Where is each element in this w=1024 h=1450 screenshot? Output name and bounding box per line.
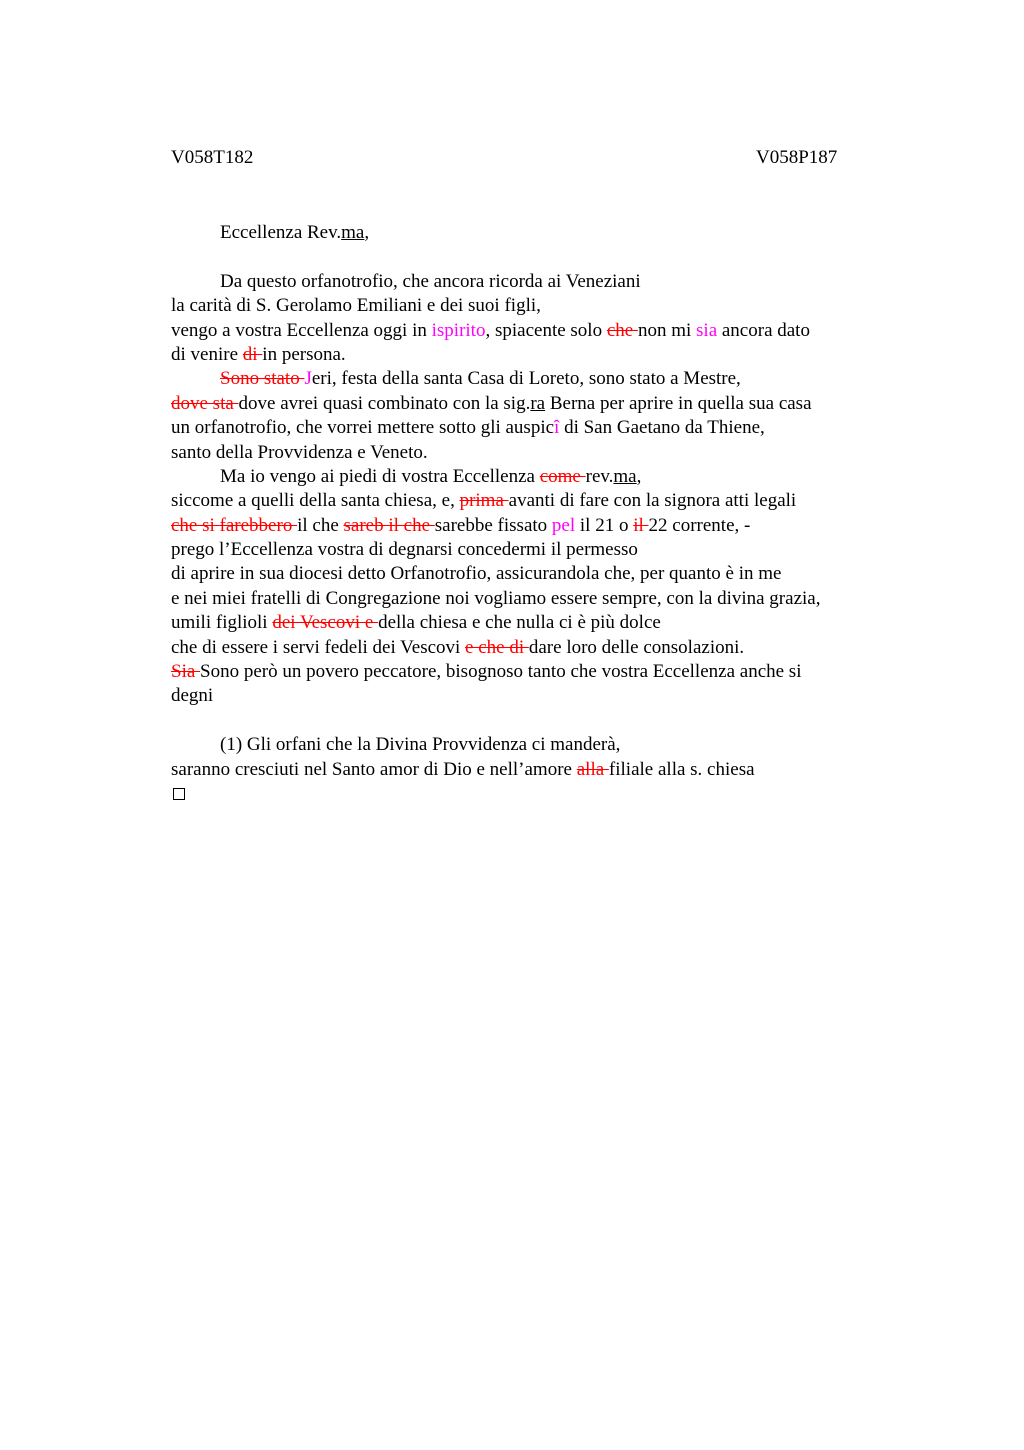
deletion: e che di [465,636,529,658]
text-line-3: vengo a vostra Eccellenza oggi in ispirito, spiacente solo che non mi sia ancora dato [171,319,810,341]
insertion: sia [696,319,718,341]
deletion: prima [459,490,509,512]
text-line-6: dove sta dove avrei quasi combinato con la sig.ra Berna per aprire in quella sua casa [171,392,812,414]
insertion: î [554,417,560,439]
text-line-2: la carità di S. Gerolamo Emiliani e dei suoi figli, [171,295,541,317]
deletion: come [539,465,586,487]
text-line-16: che di essere i servi fedeli dei Vescovi e che di dare loro delle consolazioni. [171,636,745,658]
text-line-8: santo della Provvidenza e Veneto. [171,441,428,463]
text-line-12: prego l’Eccellenza vostra di degnarsi concedermi il permesso [171,539,638,561]
empty-square-icon [173,788,185,800]
text-line-5: Sono stato Jeri, festa della santa Casa di Loreto, sono stato a Mestre, [220,368,741,390]
deletion: che [606,319,638,341]
deletion: di [242,343,263,365]
text-line-9: Ma io vengo ai piedi di vostra Eccellenza come rev.ma, [220,465,642,487]
footnote-line-2: saranno cresciuti nel Santo amor di Dio e nell’amore alla filiale alla s. chiesa [171,758,755,780]
text-line-11: che si farebbero il che sareb il che sarebbe fissato pel il 21 o il 22 corrente, - [171,514,751,536]
deletion: alla [576,758,609,780]
text-line-13: di aprire in sua diocesi detto Orfanotrofio, assicurandola che, per quanto è in me [171,563,782,585]
text-line-4: di venire di in persona. [171,343,346,365]
text-line-18: degni [171,685,214,707]
insertion: J [304,368,312,390]
letter-body [171,221,891,806]
text-line-14: e nei miei fratelli di Congregazione noi vogliamo essere sempre, con la divina grazia, [171,587,821,609]
deletion: dei Vescovi e [272,612,379,634]
text-line-1: Da questo orfanotrofio, che ancora ricorda ai Veneziani [220,270,641,292]
text-line-7: un orfanotrofio, che vorrei mettere sotto gli auspicî di San Gaetano da Thiene, [171,417,765,439]
footnote-line-1: (1) Gli orfani che la Divina Provvidenza ci manderà, [220,734,621,756]
deletion: sareb il che [343,514,435,536]
deletion: dove sta [171,392,239,414]
salutation: Eccellenza Rev.ma, [220,222,370,243]
insertion: pel [551,514,576,536]
deletion: Sia [171,661,201,683]
header-left-code: V058T182 [171,147,254,168]
marker-line [171,782,891,806]
insertion: ispirito [431,319,486,341]
text-line-10: siccome a quelli della santa chiesa, e, prima avanti di fare con la signora atti legali [171,490,797,512]
header-right-code: V058P187 [756,147,838,168]
text-line-15: umili figlioli dei Vescovi e della chiesa e che nulla ci è più dolce [171,612,661,634]
deletion: il [633,514,649,536]
deletion: che si farebbero [171,514,298,536]
text-line-17: Sia Sono però un povero peccatore, bisognoso tanto che vostra Eccellenza anche si [171,661,802,683]
deletion: Sono stato [220,368,305,390]
